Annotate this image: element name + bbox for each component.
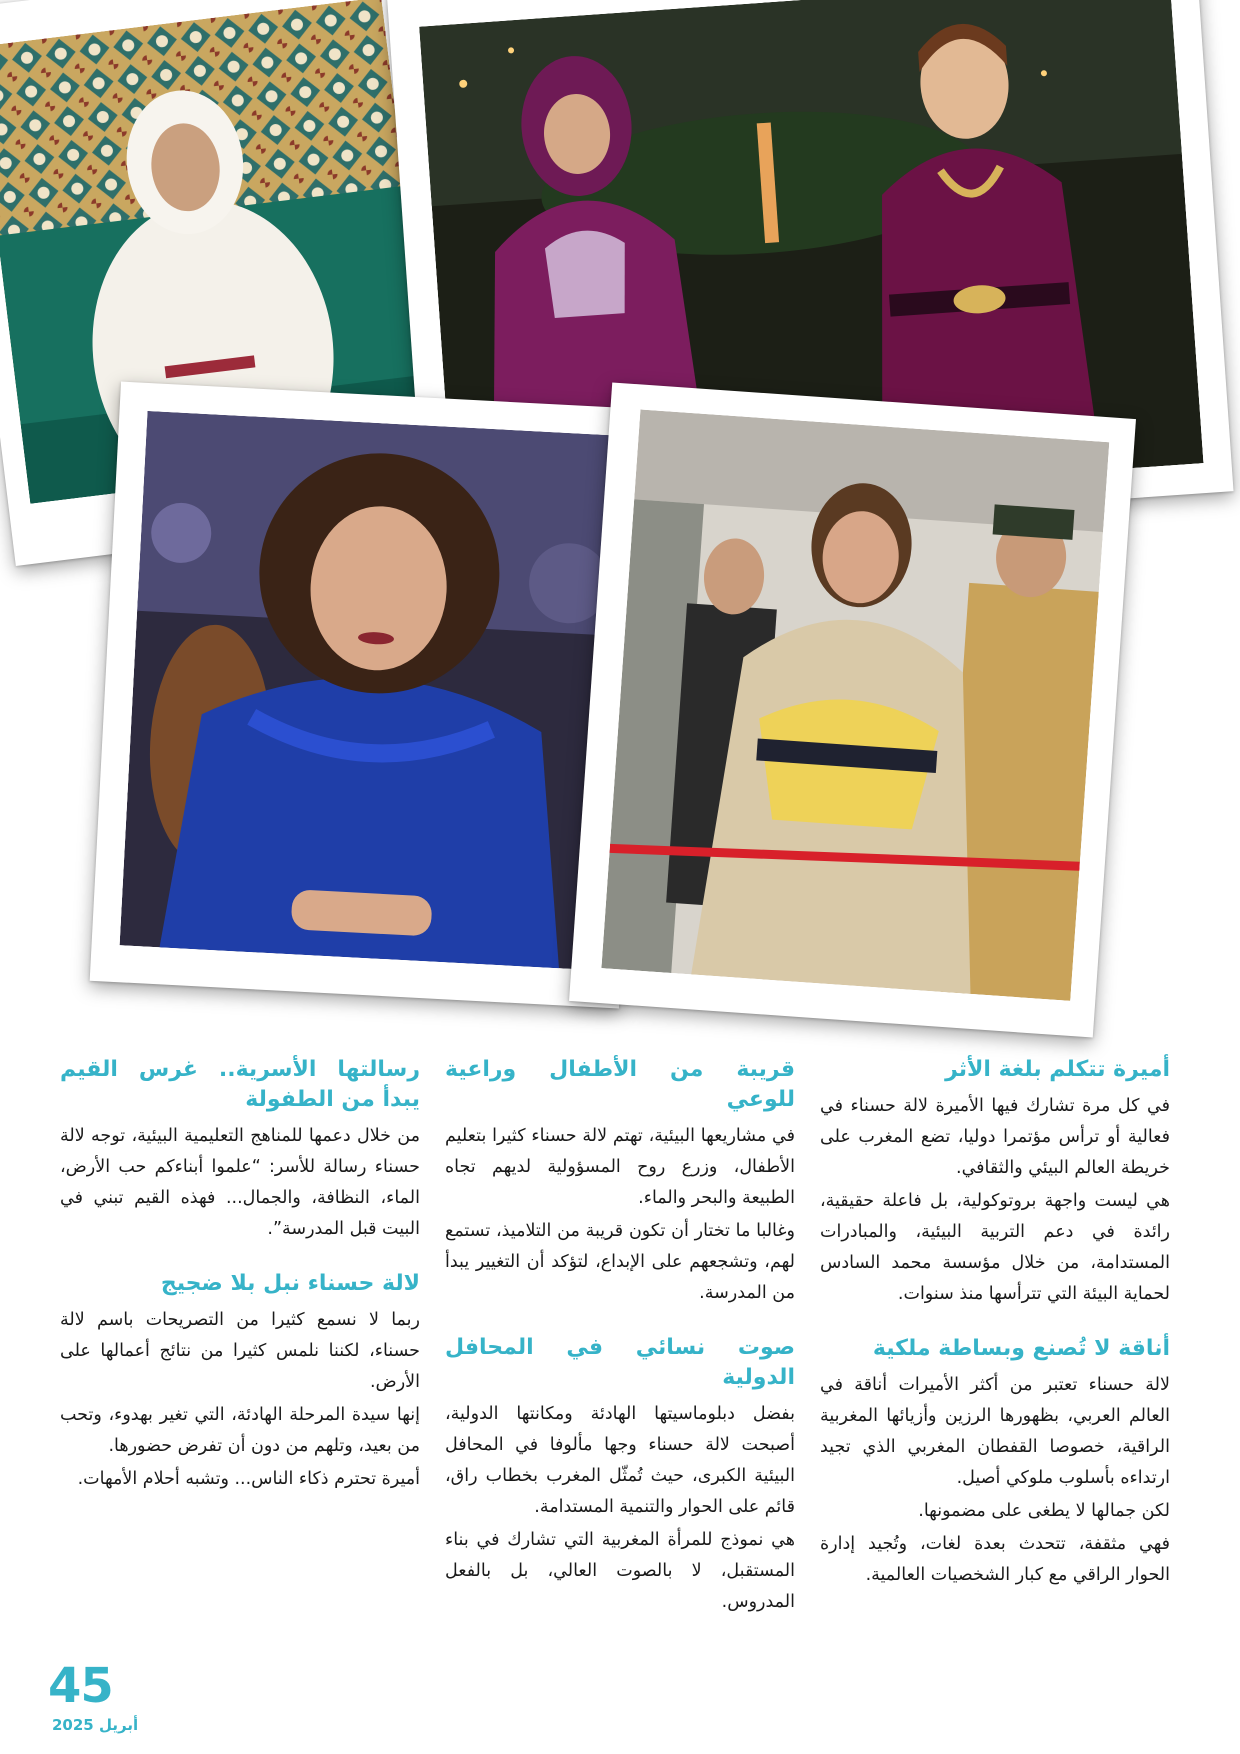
- section-heading: لالة حسناء نبل بلا ضجيج: [160, 1271, 420, 1296]
- page-number: 45: [48, 1658, 113, 1714]
- paragraph: من خلال دعمها للمناهج التعليمية البيئية، توجه لالة حسناء رسالة للأسر: “علموا أبناءكم حب الأرض، الماء، النظافة، والجمال... فهذه القيم تبني في البيت قبل المدرسة”.: [60, 1126, 420, 1239]
- photo-frame-mid-left: [90, 382, 651, 1009]
- paragraph: ربما لا نسمع كثيرا من التصريحات باسم لالة حسناء، لكننا نلمس كثيرا من نتائج أعمالها على الأرض.: [60, 1310, 420, 1392]
- article-column-middle: [445, 1055, 795, 1620]
- section-heading: قريبة من الأطفال وراعية للوعي: [445, 1057, 795, 1112]
- article-column-right: [820, 1055, 1170, 1593]
- paragraph: بفضل دبلوماسيتها الهادئة ومكانتها الدولية، أصبحت لالة حسناء وجها مألوفا في المحافل البيئية الكبرى، حيث تُمثّل المغرب بخطاب راق، قائم على الحوار والتنمية المستدامة.: [445, 1404, 795, 1517]
- paragraph: لكن جمالها لا يطغى على مضمونها.: [918, 1501, 1170, 1521]
- section-heading: أناقة لا تُصنع وبساطة ملكية: [872, 1336, 1170, 1361]
- paragraph: فهي مثقفة، تتحدث بعدة لغات، وتُجيد إدارة الحوار الراقي مع كبار الشخصيات العالمية.: [820, 1534, 1170, 1585]
- paragraph: هي ليست واجهة بروتوكولية، بل فاعلة حقيقية، رائدة في دعم التربية البيئية، والمبادرات المستدامة، من خلال مؤسسة محمد السادس لحماية البيئة التي تترأسها منذ سنوات.: [820, 1191, 1170, 1304]
- article-column-left: [60, 1055, 420, 1497]
- paragraph: في مشاريعها البيئية، تهتم لالة حسناء كثيرا بتعليم الأطفال، وزرع روح المسؤولية لديهم تجاه الطبيعة والبحر والماء.: [445, 1126, 795, 1208]
- paragraph: في كل مرة تشارك فيها الأميرة لالة حسناء في فعالية أو ترأس مؤتمرا دوليا، تضع المغرب على خريطة العالم البيئي والثقافي.: [820, 1096, 1170, 1178]
- paragraph: هي نموذج للمرأة المغربية التي تشارك في بناء المستقبل، لا بالصوت العالي، بل بالفعل المدروس.: [445, 1530, 795, 1612]
- section-heading: أميرة تتكلم بلغة الأثر: [945, 1057, 1170, 1082]
- paragraph: إنها سيدة المرحلة الهادئة، التي تغير بهدوء، وتحب من بعيد، وتلهم من دون أن تفرض حضورها.: [60, 1405, 420, 1456]
- paragraph: وغالبا ما تختار أن تكون قريبة من التلاميذ، تستمع لهم، وتشجعهم على الإبداع، لتؤكد أن التغيير يبدأ من المدرسة.: [445, 1221, 795, 1303]
- photo-princess-blue-kaftan: [120, 411, 625, 970]
- paragraph: أميرة تحترم ذكاء الناس... وتشبه أحلام الأمهات.: [77, 1469, 420, 1489]
- issue-date: أبريل 2025: [52, 1716, 139, 1734]
- paragraph: لالة حسناء تعتبر من أكثر الأميرات أناقة في العالم العربي، بظهورها الرزين وأزيائها المغربية الراقية، خصوصا القفطان المغربي الذي تجيد ارتداءه بأسلوب ملوكي أصيل.: [820, 1375, 1170, 1488]
- photo-frame-mid-right: [569, 382, 1136, 1037]
- section-heading: رسالتها الأسرية.. غرس القيم يبدأ من الطفولة: [60, 1057, 420, 1112]
- photo-ribbon-cutting: [601, 409, 1109, 1000]
- section-heading: صوت نسائي في المحافل الدولية: [445, 1335, 795, 1390]
